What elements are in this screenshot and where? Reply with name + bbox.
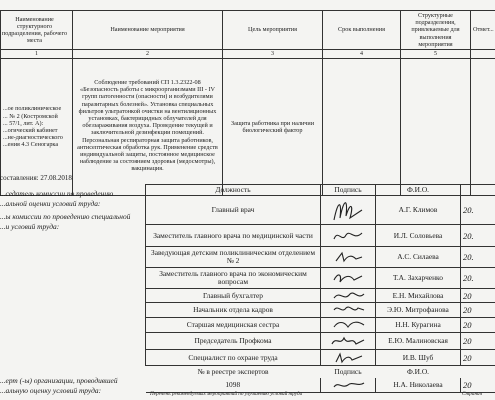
goal-cell: Защита работника при наличии биологический фактор	[223, 59, 323, 196]
col-number-4: 4	[323, 50, 401, 59]
expert-fio-cell: Н.А. Николаева	[376, 378, 461, 393]
expert-date-cell: 20	[461, 378, 495, 393]
date-cell: 20.	[461, 225, 495, 247]
unit-line: ... 57/1, лит. А):	[3, 119, 44, 127]
signature-row	[146, 196, 495, 225]
table-row	[1, 59, 495, 196]
fio-cell: Э.Ю. Митрофанова	[376, 303, 461, 318]
header-goal: Цель мероприятия	[223, 11, 323, 50]
signature-image	[321, 303, 376, 318]
compilation-date: составления: 27.08.2018	[0, 174, 72, 182]
expert-signature-image	[321, 378, 376, 393]
date-cell: 20	[461, 318, 495, 333]
col-number-2: 2	[73, 50, 223, 59]
unit-line: ...ения 4.3 Сеногарка	[3, 141, 59, 149]
fio-header: Ф.И.О.	[376, 185, 461, 196]
header-unit: Наименование структурного подразделения, рабочего места	[1, 11, 73, 50]
date-header	[461, 185, 495, 196]
unit-line: ...ое поликлиническое	[3, 105, 62, 113]
position-cell: Главный врач	[146, 196, 321, 225]
expert-fio-header: Ф.И.О.	[406, 366, 430, 376]
expert-label: ...ерт (-ы) организации, проводившей ...альную оценку условий труда:	[0, 376, 118, 395]
col-number-6	[471, 50, 495, 59]
signature-image	[321, 268, 376, 289]
signature-image	[321, 333, 376, 350]
signature-image	[321, 225, 376, 247]
commission-members-label: ...ы комиссии по проведению специальной ...и условий труда:	[0, 212, 131, 231]
deadline-cell	[323, 59, 401, 196]
col-number-1: 1	[1, 50, 73, 59]
signature-row	[146, 225, 495, 247]
table-header-row	[1, 11, 495, 50]
fio-cell: Т.А. Захарченко	[376, 268, 461, 289]
signature-image	[321, 350, 376, 366]
fio-cell: Е.Н. Михайлова	[376, 289, 461, 303]
signature-table	[145, 184, 495, 393]
registry-number-header: № в реестре экспертов	[197, 366, 269, 376]
signature-image	[321, 196, 376, 225]
unit-line: ...огический кабинет	[3, 127, 58, 135]
footer-title: Перечень рекомендуемых мероприятий по улучшению условий труда	[150, 391, 303, 397]
signature-row	[146, 289, 495, 303]
registry-number-cell: 1098	[146, 378, 321, 393]
fio-cell: Е.Ю. Малиновская	[376, 333, 461, 350]
signature-row	[146, 318, 495, 333]
position-header: Должность	[146, 185, 321, 196]
departments-cell	[401, 59, 471, 196]
position-cell: Старшая медицинская сестра	[146, 318, 321, 333]
signature-header: Подпись	[321, 185, 376, 196]
position-cell: Специалист по охране труда	[146, 350, 321, 366]
date-cell: 20	[461, 289, 495, 303]
col-number-5: 5	[401, 50, 471, 59]
header-measure: Наименование мероприятия	[73, 11, 223, 50]
date-cell: 20	[461, 350, 495, 366]
signature-image	[321, 318, 376, 333]
unit-line: ...не-диагностического	[3, 134, 63, 142]
header-departments: Структурные подразделения, привлекаемые для выполнения мероприятия	[401, 11, 471, 50]
signature-image	[321, 289, 376, 303]
expert-signature-header: Подпись	[334, 366, 362, 376]
signature-row	[146, 247, 495, 268]
date-cell: 20.	[461, 268, 495, 289]
fio-cell: А.Г. Климов	[376, 196, 461, 225]
date-cell: 20	[461, 333, 495, 350]
position-cell: Председатель Профкома	[146, 333, 321, 350]
signature-row	[146, 268, 495, 289]
unit-line: ... № 2 (Костромской	[3, 112, 58, 120]
expert-date-header	[461, 366, 495, 378]
table-number-row	[1, 50, 495, 59]
measures-table	[0, 10, 495, 196]
position-cell: Заместитель главного врача по экономическим вопросам	[146, 268, 321, 289]
signature-image	[321, 247, 376, 268]
position-cell: Заместитель главного врача по медицинской части	[146, 225, 321, 247]
measure-cell: Соблюдение требований СП 1.3.2322-08 «Безопасность работы с микроорганизмами III - IV групп патогенности (опасности) и возбудителями паразитарных болезней». Установка специальных фильтров ультратонкой очистки на вентиляционных установках, бактерицидных облучателей для обеззараживания воздуха. Проведение текущей и заключительной дезинфекции помещений. Персональная респираторная защита работников, антисептическая обработка рук. Применение средств индивидуальной защиты, постоянное медицинское наблюдение за состоянием здоровья (медосмотры), вакцинация.	[73, 59, 223, 196]
fio-cell: А.С. Силаева	[376, 247, 461, 268]
signature-header-row	[146, 185, 495, 196]
date-cell: 20.	[461, 196, 495, 225]
mark-cell	[471, 59, 495, 196]
footer-page: Странич	[462, 391, 483, 397]
signature-row	[146, 333, 495, 350]
fio-cell: И.Л. Соловьева	[376, 225, 461, 247]
col-number-3: 3	[223, 50, 323, 59]
signature-row	[146, 303, 495, 318]
header-deadline: Срок выполнения	[323, 11, 401, 50]
position-cell: Главный бухгалтер	[146, 289, 321, 303]
fio-cell: И.В. Шуб	[376, 350, 461, 366]
fio-cell: Н.Н. Курагина	[376, 318, 461, 333]
header-mark: Отмет...	[471, 11, 495, 50]
commission-chair-label: ...седатель комиссии по проведению ...альной оценки условий труда:	[0, 189, 114, 208]
position-cell: Заведующая детским поликлиническим отделением № 2	[146, 247, 321, 268]
signature-row	[146, 350, 495, 366]
date-cell: 20	[461, 303, 495, 318]
expert-header-row	[146, 366, 495, 378]
date-cell: 20.	[461, 247, 495, 268]
position-cell: Начальник отдела кадров	[146, 303, 321, 318]
